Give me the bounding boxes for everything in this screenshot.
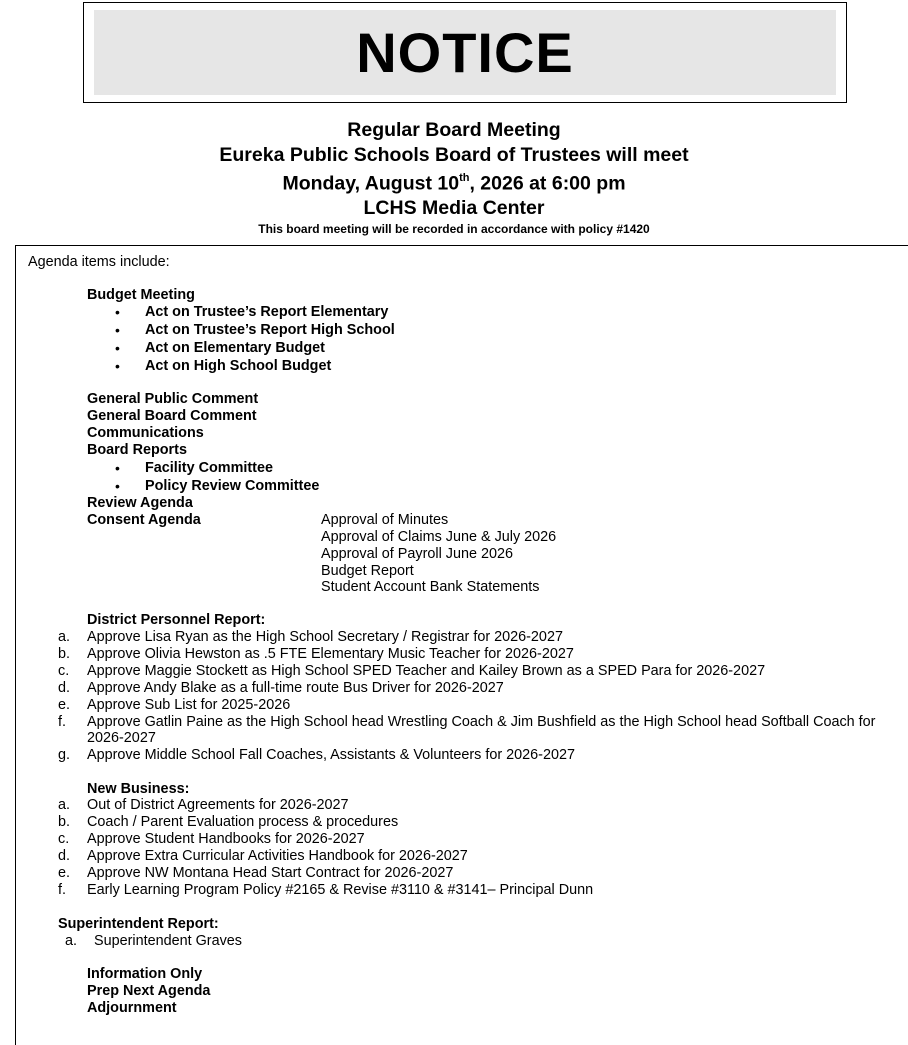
list-letter: c.	[58, 831, 70, 847]
list-letter: d.	[58, 848, 71, 864]
new-business-item: Early Learning Program Policy #2165 & Revise #3110 & #3141– Principal Dunn	[87, 882, 594, 898]
superintendent-heading: Superintendent Report:	[58, 916, 219, 932]
bullet-icon: •	[115, 478, 120, 494]
consent-item: Approval of Payroll June 2026	[321, 546, 513, 562]
board-reports-heading: Board Reports	[87, 442, 187, 458]
consent-item: Budget Report	[321, 563, 414, 579]
personnel-item: Approve Olivia Hewston as .5 FTE Elementary Music Teacher for 2026-2027	[87, 646, 574, 662]
list-letter: e.	[58, 865, 71, 881]
meeting-date	[0, 167, 908, 196]
board-report-item: Facility Committee	[145, 460, 273, 476]
consent-item: Student Account Bank Statements	[321, 579, 540, 595]
new-business-item: Out of District Agreements for 2026-2027	[87, 797, 349, 813]
notice-banner-fill	[94, 10, 836, 95]
meeting-type: Regular Board Meeting	[347, 119, 561, 141]
bullet-icon: •	[115, 340, 120, 356]
review-agenda: Review Agenda	[87, 495, 193, 511]
agenda-intro: Agenda items include:	[28, 254, 170, 270]
meeting-date-time: , 2026 at 6:00 pm	[469, 172, 626, 195]
list-letter: e.	[58, 697, 71, 713]
personnel-item: Approve Lisa Ryan as the High School Secretary / Registrar for 2026-2027	[87, 629, 563, 645]
meeting-date-suffix: th	[459, 172, 470, 184]
consent-item: Approval of Minutes	[321, 512, 449, 528]
bullet-icon: •	[115, 460, 120, 476]
budget-item: Act on Trustee’s Report Elementary	[145, 304, 389, 320]
meeting-date-main: Monday, August 10	[282, 172, 460, 195]
bullet-icon: •	[115, 322, 120, 338]
consent-item: Approval of Claims June & July 2026	[321, 529, 557, 545]
meeting-location: LCHS Media Center	[363, 197, 545, 219]
budget-item: Act on Trustee’s Report High School	[145, 322, 395, 338]
information-only: Information Only	[87, 966, 203, 982]
new-business-item: Approve Extra Curricular Activities Handbook for 2026-2027	[87, 848, 468, 864]
budget-item: Act on Elementary Budget	[145, 340, 325, 356]
board-report-item: Policy Review Committee	[145, 478, 320, 494]
personnel-heading: District Personnel Report:	[87, 612, 266, 628]
list-letter: c.	[58, 663, 70, 679]
list-letter: d.	[58, 680, 71, 696]
list-letter: a.	[58, 629, 71, 645]
meeting-header	[0, 118, 908, 238]
personnel-item: Approve Andy Blake as a full-time route Bus Driver for 2026-2027	[87, 680, 504, 696]
notice-title: NOTICE	[356, 20, 574, 84]
list-letter: a.	[65, 933, 78, 949]
superintendent-item: Superintendent Graves	[94, 933, 242, 949]
list-letter: a.	[58, 797, 71, 813]
list-letter: b.	[58, 646, 71, 662]
list-letter: f.	[58, 714, 66, 730]
list-letter: f.	[58, 882, 66, 898]
communications: Communications	[87, 425, 204, 441]
personnel-item: Approve Sub List for 2025-2026	[87, 697, 291, 713]
bullet-icon: •	[115, 358, 120, 374]
budget-item: Act on High School Budget	[145, 358, 332, 374]
personnel-item: Approve Maggie Stockett as High School SPED Teacher and Kailey Brown as a SPED Para for 2026-2027	[87, 663, 766, 679]
personnel-item: Approve Middle School Fall Coaches, Assistants & Volunteers for 2026-2027	[87, 747, 575, 763]
new-business-heading: New Business:	[87, 781, 190, 797]
general-public-comment: General Public Comment	[87, 391, 259, 407]
list-letter: g.	[58, 747, 71, 763]
recording-note: This board meeting will be recorded in accordance with policy #1420	[258, 221, 650, 236]
new-business-item: Approve Student Handbooks for 2026-2027	[87, 831, 365, 847]
budget-meeting-heading: Budget Meeting	[87, 287, 195, 303]
personnel-item-continuation: 2026-2027	[87, 730, 156, 746]
new-business-item: Approve NW Montana Head Start Contract for 2026-2027	[87, 865, 454, 881]
general-board-comment: General Board Comment	[87, 408, 257, 424]
list-letter: b.	[58, 814, 71, 830]
bullet-icon: •	[115, 304, 120, 320]
consent-agenda-heading: Consent Agenda	[87, 512, 201, 528]
notice-banner	[83, 2, 847, 103]
meeting-body: Eureka Public Schools Board of Trustees will meet	[219, 143, 689, 166]
personnel-item: Approve Gatlin Paine as the High School head Wrestling Coach & Jim Bushfield as the High School head Softball Coach for	[87, 714, 876, 730]
prep-next-agenda: Prep Next Agenda	[87, 983, 211, 999]
adjournment: Adjournment	[87, 1000, 177, 1016]
new-business-item: Coach / Parent Evaluation process & procedures	[87, 814, 399, 830]
